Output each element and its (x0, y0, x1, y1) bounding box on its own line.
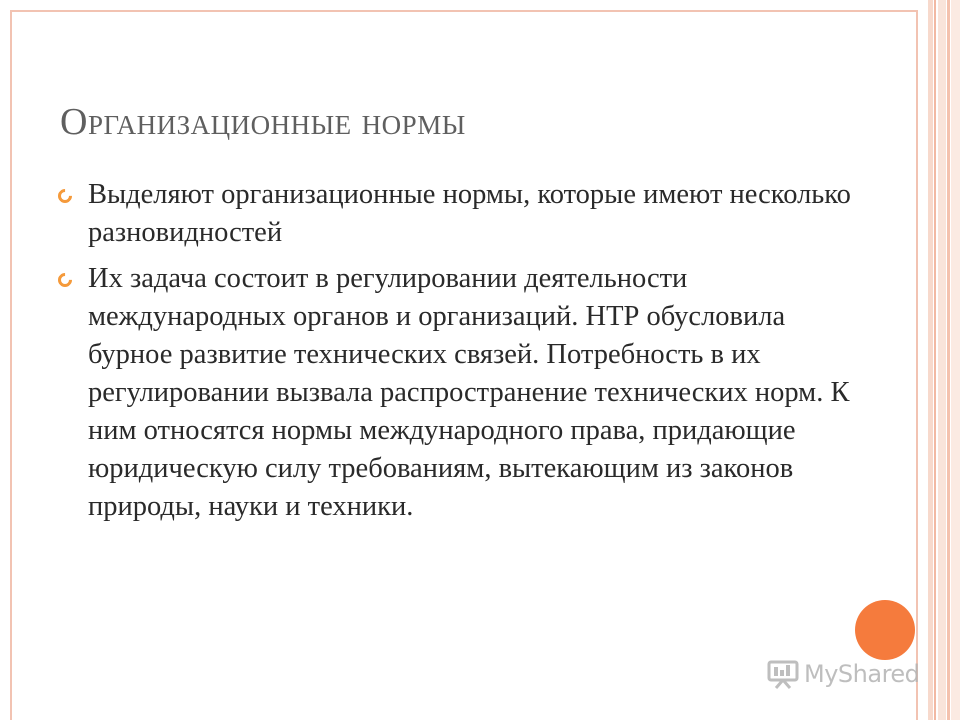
bullet-item (58, 260, 858, 526)
decor-stripe (928, 0, 933, 720)
open-circle-icon (55, 270, 75, 290)
decor-stripe (951, 0, 960, 720)
bullet-text: Их задача состоит в регулировании деятельности международных органов и организаций. НТР обусловила бурное развитие технических связей. Потребность в их регулировании вызвала распространение технических норм. К ним относятся нормы международного права, придающие юридическую силу требованиям, вытекающим из законов природы, науки и техники. (88, 263, 850, 522)
bullet-text: Выделяют организационные нормы, которые имеют несколько разновидностей (88, 179, 851, 248)
bullet-list (58, 176, 858, 534)
slide-title: Организационные нормы (60, 101, 466, 143)
decor-orange-circle (855, 600, 915, 660)
open-circle-icon (55, 186, 75, 206)
watermark (766, 656, 919, 692)
decor-stripe (947, 0, 950, 720)
bullet-item (58, 176, 858, 252)
decor-stripe (934, 0, 936, 720)
watermark-text: MyShared (804, 660, 920, 688)
decor-stripe (938, 0, 946, 720)
presentation-screen-icon (766, 659, 800, 689)
